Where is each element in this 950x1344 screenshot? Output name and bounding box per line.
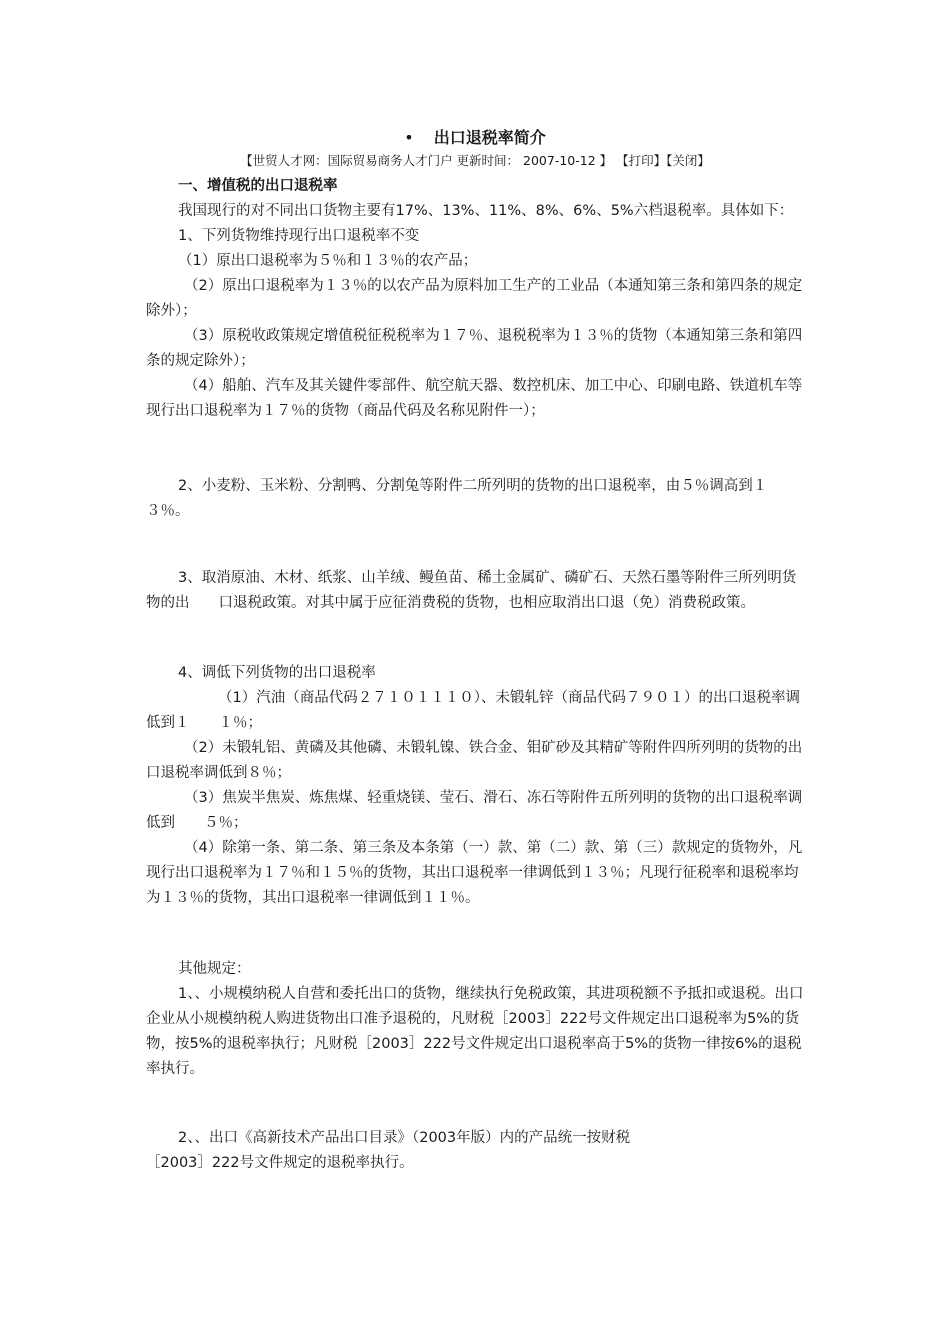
bullet-icon: •: [404, 128, 414, 147]
other-rule-1: 1、、小规模纳税人自营和委托出口的货物，继续执行免税政策，其进项税额不予抵扣或退税。出口企业从小规模纳税人购进货物出口准予退税的，凡财税［2003］222号文件规定出口退税率为5%的货物，按5%的退税率执行；凡财税［2003］222号文件规定出口退税率高于5%的货物一律按6%的退税率执行。: [146, 986, 804, 1077]
item-3: 3、取消原油、木材、纸浆、山羊绒、鳗鱼苗、稀土金属矿、磷矿石、天然石墨等附件三所列明货物的出 口退税政策。对其中属于应征消费税的货物，也相应取消出口退（免）消费税政策。: [146, 570, 797, 611]
item-1-1: （1）原出口退税率为５％和１３％的农产品；: [178, 253, 478, 269]
item-4: 4、调低下列货物的出口退税率: [178, 665, 376, 681]
other-rule-2-cont: ［2003］222号文件规定的退税率执行。: [146, 1155, 414, 1171]
document-title: [0, 126, 950, 150]
item-4-1: （1）汽油（商品代码２７１０１１１０）、未锻轧锌（商品代码７９０１）的出口退税率调低到１ １％；: [146, 690, 800, 731]
item-1-2: （2）原出口退税率为１３％的以农产品为原料加工生产的工业品（本通知第三条和第四条的规定除外）；: [146, 278, 803, 319]
other-rules-heading: 其他规定：: [178, 961, 251, 977]
item-4-4: （4）除第一条、第二条、第三条及本条第（一）款、第（二）款、第（三）款规定的货物外，凡现行出口退税率为１７％和１５％的货物，其出口退税率一律调低到１３％；凡现行征税率和退税率均为１３％的货物，其出口退税率一律调低到１１％。: [146, 840, 803, 906]
document-body: [146, 174, 808, 1176]
print-link[interactable]: 【打印】: [616, 153, 667, 168]
item-4-3: （3）焦炭半焦炭、炼焦煤、轻重烧镁、莹石、滑石、冻石等附件五所列明的货物的出口退税率调低到 ５％；: [146, 790, 803, 831]
item-1: 1、下列货物维持现行出口退税率不变: [178, 228, 420, 244]
title-text: 出口退税率简介: [433, 128, 546, 147]
item-1-3: （3）原税收政策规定增值税征税税率为１７％、退税税率为１３％的货物（本通知第三条和第四条的规定除外）；: [146, 328, 803, 369]
meta-line: [0, 151, 950, 171]
other-rule-2: 2、、出口《高新技术产品出口目录》（2003年版）内的产品统一按财税: [178, 1130, 631, 1146]
item-2: 2、小麦粉、玉米粉、分割鸭、分割兔等附件二所列明的货物的出口退税率，由５％调高到１３％。: [146, 478, 768, 519]
item-4-2: （2）未锻轧铝、黄磷及其他磷、未锻轧镍、铁合金、钼矿砂及其精矿等附件四所列明的货物的出口退税率调低到８％；: [146, 740, 803, 781]
section-heading-vat: 一、增值税的出口退税率: [178, 178, 338, 194]
close-link[interactable]: 【关闭】: [666, 153, 710, 168]
intro-paragraph: 我国现行的对不同出口货物主要有17%、13%、11%、8%、6%、5%六档退税率。具体如下：: [178, 203, 794, 219]
item-1-4: （4）船舶、汽车及其关键件零部件、航空航天器、数控机床、加工中心、印刷电路、铁道机车等现行出口退税率为１７％的货物（商品代码及名称见附件一）；: [146, 378, 803, 419]
meta-source-date: 【世贸人才网：国际贸易商务人才门户 更新时间： 2007-10-12 】: [240, 153, 613, 168]
